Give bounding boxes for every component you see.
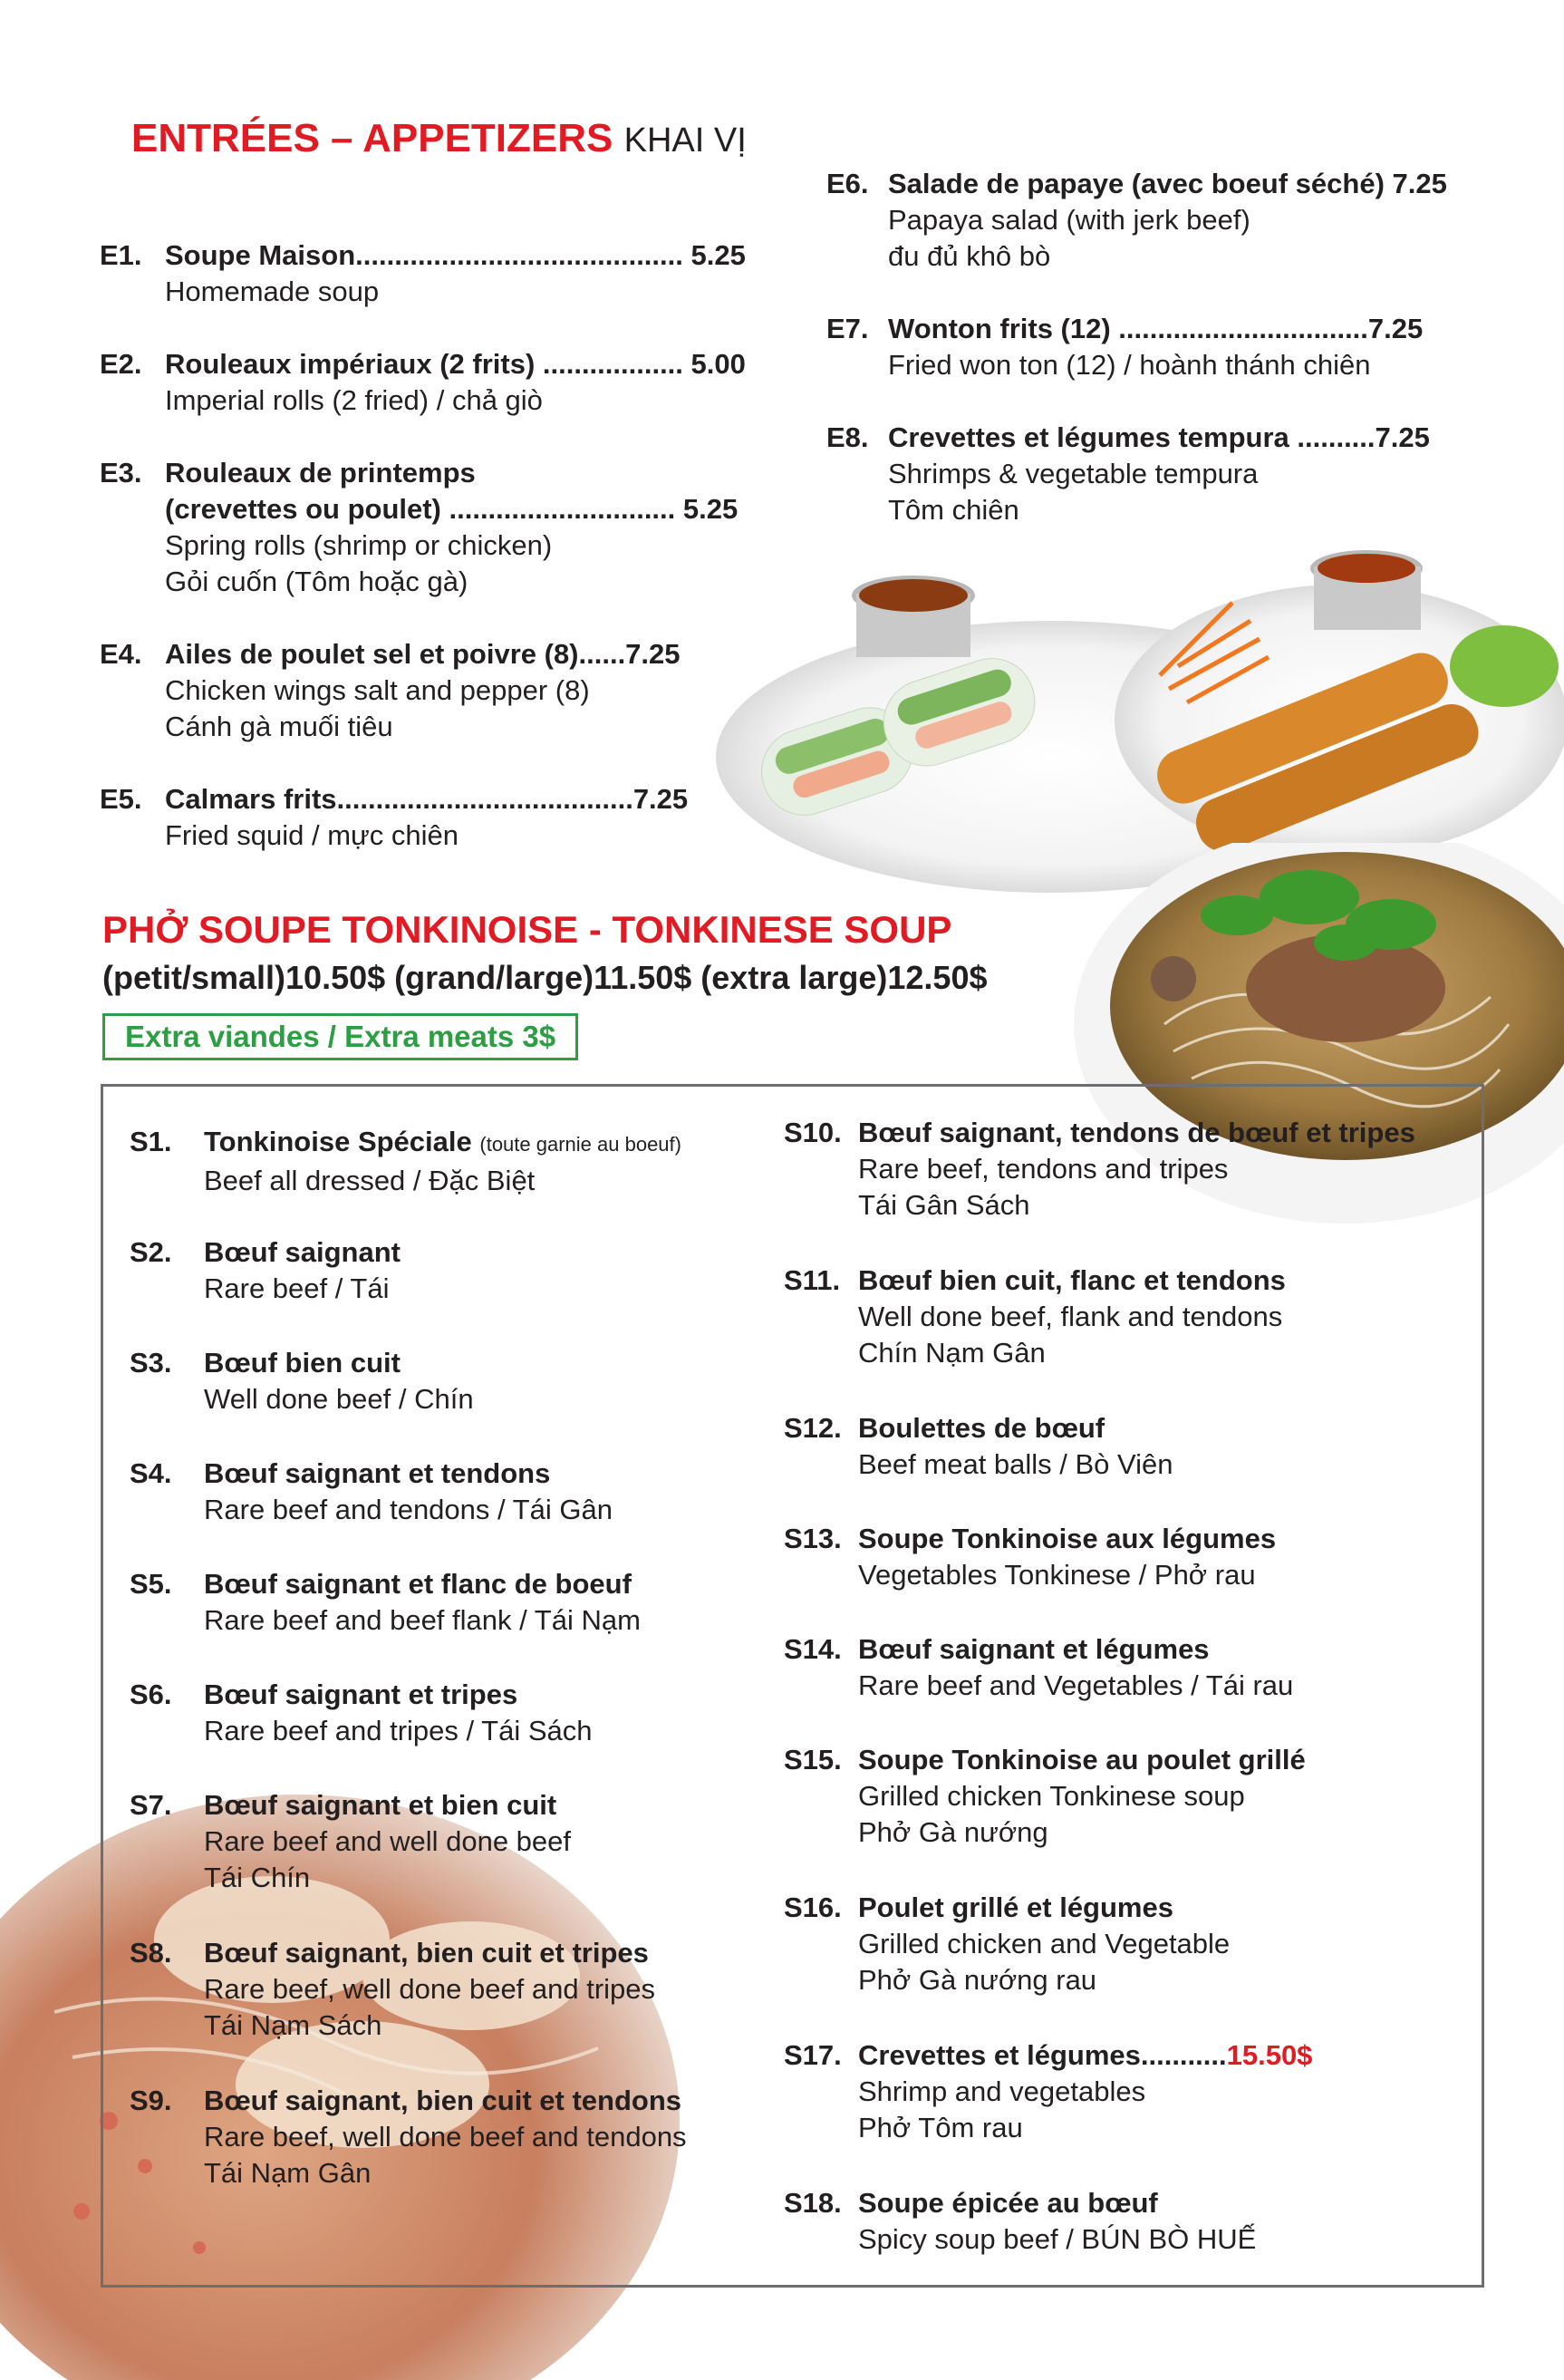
menu-item-s13 [784, 1521, 1276, 1593]
item-name-fr [204, 1124, 681, 1163]
item-desc: Rare beef, well done beef and tendons [204, 2121, 687, 2153]
item-code: S3. [130, 1347, 172, 1379]
item-desc: Chicken wings salt and pepper (8) [165, 674, 590, 706]
item-name-fr-text: Crevettes et légumes........... [858, 2039, 1227, 2071]
item-desc: Grilled chicken and Vegetable [858, 1928, 1231, 1959]
item-name-fr: Crevettes et légumes tempura ..........7.25 [888, 421, 1430, 453]
item-name-fr: Bœuf saignant et légumes [858, 1633, 1210, 1665]
menu-item-s8 [130, 1935, 655, 2044]
item-name-fr: Soupe Tonkinoise aux légumes [858, 1523, 1277, 1554]
item-name-fr: Poulet grillé et légumes [858, 1891, 1173, 1923]
item-code: S8. [130, 1937, 172, 1969]
item-desc: Rare beef, tendons and tripes [858, 1153, 1229, 1185]
item-name-fr: Soupe Tonkinoise au poulet grillé [858, 1744, 1306, 1775]
item-desc: Rare beef, well done beef and tripes [204, 1973, 656, 2005]
item-desc: Fried won ton (12) / hoành thánh chiên [888, 349, 1371, 381]
item-desc: Spicy soup beef / BÚN BÒ HUẾ [858, 2223, 1257, 2255]
item-code: S13. [784, 1523, 842, 1554]
item-desc: Fried squid / mực chiên [165, 819, 459, 851]
menu-item-s16 [784, 1890, 1230, 1998]
item-desc: Homemade soup [165, 276, 380, 307]
item-code: S10. [784, 1117, 842, 1148]
item-desc-vi: Gỏi cuốn (Tôm hoặc gà) [165, 566, 468, 597]
item-desc-vi: Phở Tôm rau [858, 2112, 1023, 2143]
item-code: S16. [784, 1891, 842, 1923]
item-code: S11. [784, 1264, 841, 1296]
item-desc: Rare beef and beef flank / Tái Nạm [204, 1604, 641, 1636]
menu-item-s15 [784, 1742, 1306, 1851]
item-desc: Rare beef and tendons / Tái Gân [204, 1494, 613, 1525]
menu-item-s1 [130, 1124, 681, 1199]
item-code: S17. [784, 2039, 842, 2071]
menu-item-e2 [100, 346, 746, 419]
item-name-fr: Bœuf saignant, tendons de bœuf et tripes [858, 1117, 1415, 1148]
item-desc: Grilled chicken Tonkinese soup [858, 1780, 1245, 1812]
item-desc-vi: Tôm chiên [888, 494, 1019, 526]
item-code: S9. [130, 2085, 172, 2116]
menu-item-s6 [130, 1677, 593, 1749]
item-name-fr: Bœuf saignant et flanc de boeuf [204, 1568, 632, 1600]
extra-meats-badge: Extra viandes / Extra meats 3$ [102, 1013, 578, 1060]
appetizers-title [131, 116, 747, 161]
item-desc-vi: Cánh gà muối tiêu [165, 711, 393, 742]
item-desc: Beef all dressed / Đặc Biệt [204, 1165, 536, 1196]
item-desc: Well done beef, flank and tendons [858, 1301, 1283, 1332]
menu-item-s4 [130, 1456, 613, 1528]
item-name-fr: Soupe épicée au bœuf [858, 2187, 1158, 2219]
menu-item-s11 [784, 1263, 1286, 1371]
item-name-fr: Bœuf saignant, bien cuit et tripes [204, 1937, 649, 1969]
item-name-fr: Rouleaux impériaux (2 frits) .................. 5.00 [165, 348, 746, 380]
menu-item-s12 [784, 1410, 1173, 1483]
item-desc: Vegetables Tonkinese / Phở rau [858, 1559, 1256, 1591]
item-code: E8. [826, 421, 869, 453]
item-code: E4. [100, 638, 142, 670]
menu-item-e5 [100, 781, 688, 854]
item-code: S14. [784, 1633, 842, 1665]
item-code: S12. [784, 1412, 842, 1444]
menu-item-s7 [130, 1787, 571, 1896]
menu-item-e4 [100, 636, 681, 745]
item-desc: Papaya salad (with jerk beef) [888, 204, 1250, 236]
item-code: E1. [100, 239, 142, 271]
item-code: S1. [130, 1126, 172, 1157]
item-name-fr: Bœuf saignant et bien cuit [204, 1789, 557, 1821]
item-desc: Rare beef and tripes / Tái Sách [204, 1715, 593, 1746]
item-code: S2. [130, 1236, 172, 1268]
item-desc-vi: Tái Gân Sách [858, 1189, 1030, 1221]
item-desc-vi: Tái Nạm Sách [204, 2009, 382, 2041]
appetizers-title-vietnamese: KHAI VỊ [623, 121, 747, 160]
menu-item-e7 [826, 311, 1423, 383]
item-desc-vi: Chín Nạm Gân [858, 1337, 1046, 1369]
item-desc: Shrimp and vegetables [858, 2075, 1146, 2107]
item-name-fr: Rouleaux de printemps [165, 457, 476, 489]
item-desc: Rare beef and well done beef [204, 1825, 572, 1857]
menu-item-s5 [130, 1566, 641, 1639]
item-desc: Beef meat balls / Bò Viên [858, 1448, 1173, 1480]
item-desc: Imperial rolls (2 fried) / chả giò [165, 384, 543, 416]
item-code: S6. [130, 1679, 172, 1710]
item-code: E6. [826, 168, 869, 199]
item-desc-vi: Phở Gà nướng rau [858, 1964, 1097, 1996]
item-price: 15.50$ [1226, 2039, 1313, 2071]
item-name-fr: Bœuf saignant et tendons [204, 1457, 551, 1489]
menu-item-s2 [130, 1234, 401, 1307]
menu-item-s9 [130, 2083, 687, 2191]
item-name-fr: Wonton frits (12) ................................7.25 [888, 313, 1424, 344]
item-code: E3. [100, 457, 142, 489]
menu-item-e6 [826, 166, 1447, 275]
item-code: S4. [130, 1457, 172, 1489]
appetizers-title-text: ENTRÉES – APPETIZERS [131, 116, 613, 160]
item-name-fr-text: Tonkinoise Spéciale [204, 1126, 472, 1157]
item-name-fr [858, 2037, 1312, 2074]
menu-item-s18 [784, 2185, 1256, 2258]
item-name-fr: Salade de papaye (avec boeuf séché) 7.25 [888, 168, 1447, 199]
item-code: E5. [100, 783, 142, 815]
menu-item-s3 [130, 1345, 474, 1417]
item-name-fr: Bœuf saignant [204, 1236, 401, 1268]
item-code: S7. [130, 1789, 172, 1821]
item-name-fr: Ailes de poulet sel et poivre (8)......7.25 [165, 638, 681, 670]
item-name-fr: Bœuf saignant et tripes [204, 1679, 518, 1710]
item-desc-vi: Tái Chín [204, 1862, 311, 1893]
menu-item-e8 [826, 420, 1430, 528]
menu-item-s17 [784, 2037, 1312, 2146]
item-name-fr-line2: (crevettes ou poulet) ............................. 5.25 [165, 493, 739, 525]
item-name-fr: Bœuf bien cuit [204, 1347, 401, 1379]
menu-item-s14 [784, 1631, 1293, 1704]
pho-title: PHỞ SOUPE TONKINOISE - TONKINESE SOUP [102, 908, 952, 951]
menu-item-e1 [100, 237, 746, 310]
item-desc-vi: Phở Gà nướng [858, 1816, 1048, 1848]
item-desc: Shrimps & vegetable tempura [888, 458, 1259, 489]
menu-item-e3 [100, 455, 738, 600]
item-name-fr: Soupe Maison.......................................... 5.25 [165, 239, 746, 271]
pho-size-prices: (petit/small)10.50$ (grand/large)11.50$ (extra large)12.50$ [102, 959, 988, 996]
item-code: S15. [784, 1744, 842, 1775]
item-code: E7. [826, 313, 869, 344]
item-code: S18. [784, 2187, 842, 2219]
item-name-fr: Calmars frits......................................7.25 [165, 783, 689, 815]
item-desc: Rare beef / Tái [204, 1272, 390, 1304]
item-desc: Well done beef / Chín [204, 1383, 474, 1415]
item-name-fr: Bœuf bien cuit, flanc et tendons [858, 1264, 1286, 1296]
menu-item-s10 [784, 1115, 1415, 1224]
item-name-fr-note: (toute garnie au boeuf) [479, 1133, 681, 1156]
item-code: E2. [100, 348, 142, 380]
item-desc: Spring rolls (shrimp or chicken) [165, 529, 553, 561]
item-name-fr: Boulettes de bœuf [858, 1412, 1105, 1444]
item-code: S5. [130, 1568, 172, 1600]
item-desc-vi: đu đủ khô bò [888, 240, 1051, 272]
item-desc: Rare beef and Vegetables / Tái rau [858, 1669, 1294, 1701]
item-desc-vi: Tái Nạm Gân [204, 2157, 372, 2189]
item-name-fr: Bœuf saignant, bien cuit et tendons [204, 2085, 681, 2116]
